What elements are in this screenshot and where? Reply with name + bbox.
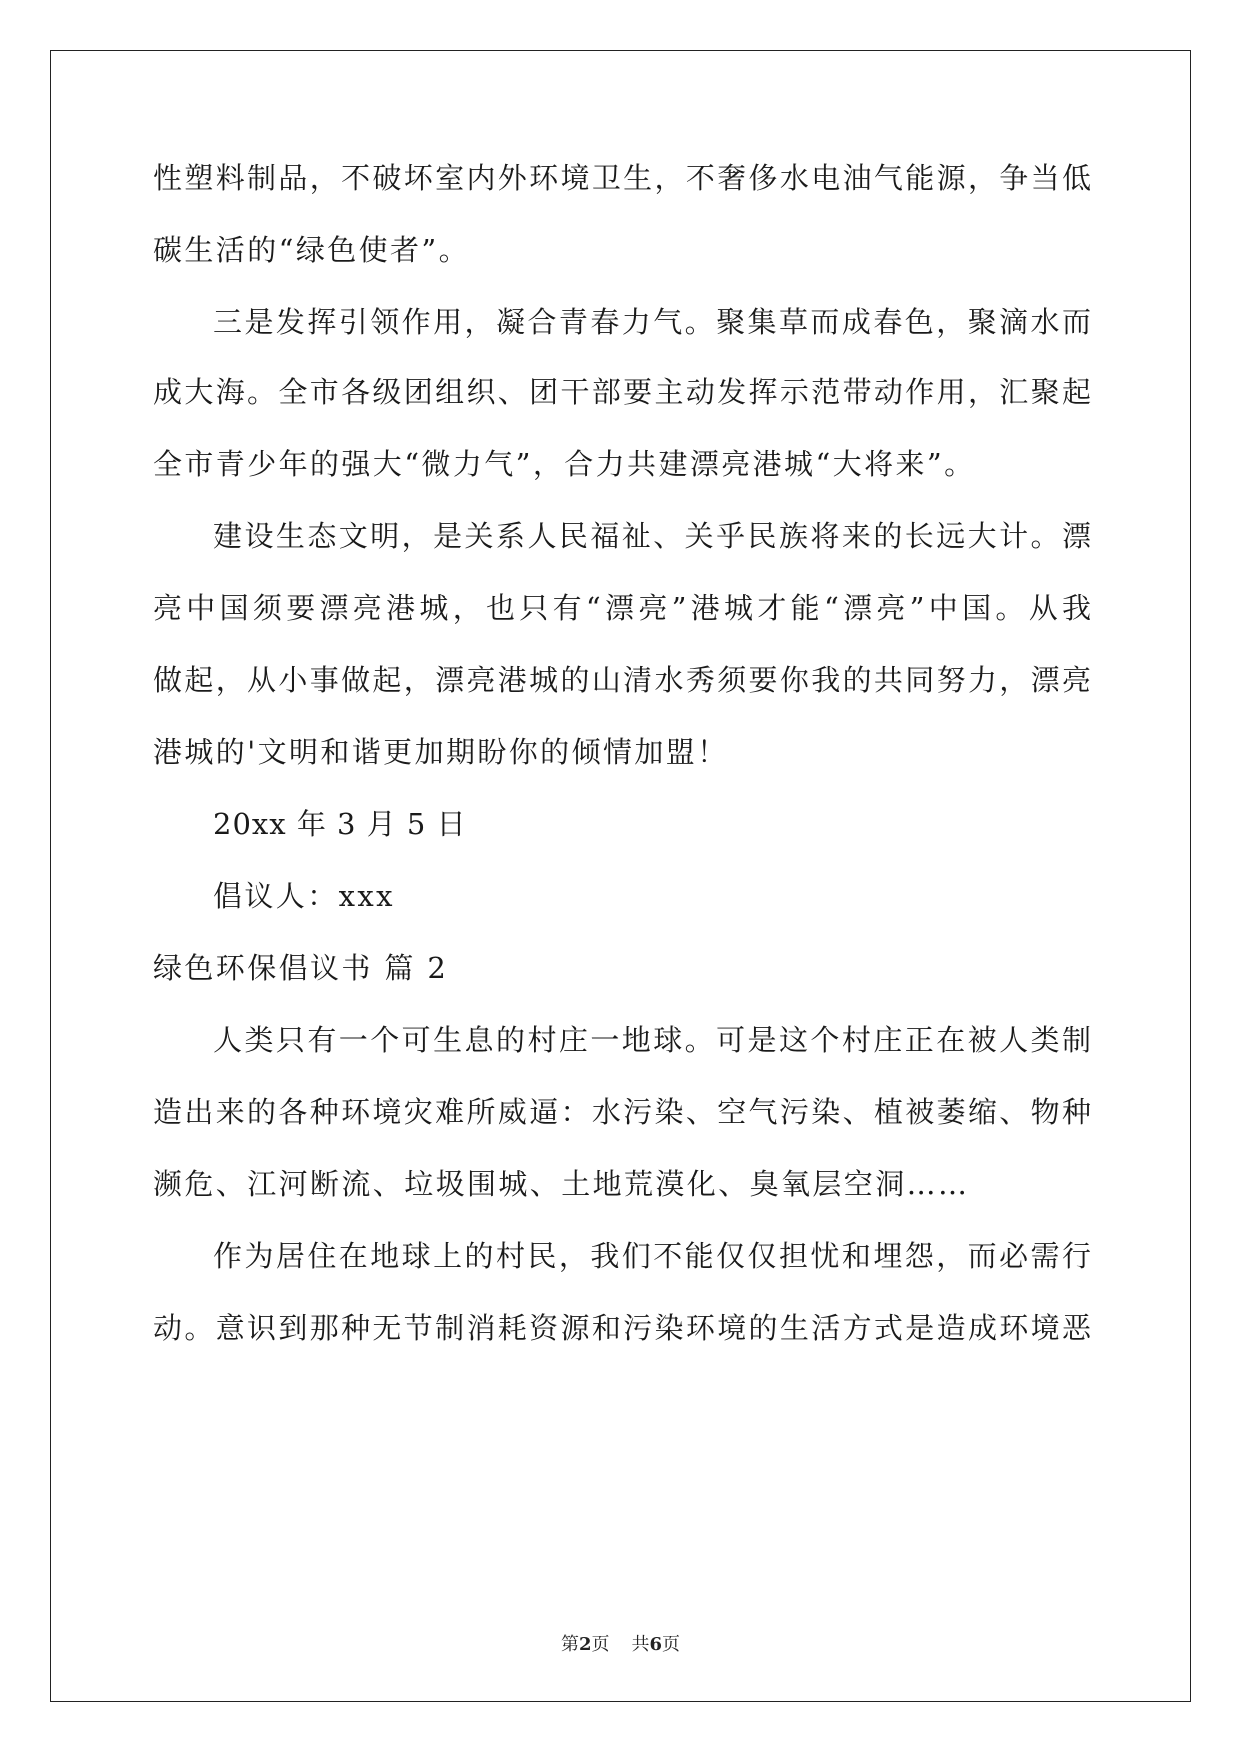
paragraph-start-line: 建设生态文明，是关系人民福祉、关乎民族将来的长远大计。漂 [213, 519, 1091, 553]
text-line: 碳生活的“绿色使者”。 [153, 233, 471, 267]
text-line: 濒危、江河断流、垃圾围城、土地荒漠化、臭氧层空洞…… [153, 1167, 970, 1201]
text-line: 做起，从小事做起，漂亮港城的山清水秀须要你我的共同努力，漂亮 [153, 663, 1091, 697]
page-footer [0, 1630, 1241, 1656]
text-line: 动。意识到那种无节制消耗资源和污染环境的生活方式是造成环境恶 [153, 1311, 1091, 1345]
paragraph-start-line: 人类只有一个可生息的村庄一地球。可是这个村庄正在被人类制 [213, 1023, 1091, 1057]
total-suffix: 页 [662, 1634, 681, 1655]
page-suffix: 页 [591, 1634, 610, 1655]
text-line: 性塑料制品，不破坏室内外环境卫生，不奢侈水电油气能源，争当低 [153, 161, 1091, 195]
page-prefix: 第 [560, 1634, 579, 1655]
text-line: 港城的'文明和谐更加期盼你的倾情加盟！ [153, 735, 729, 769]
text-line: 全市青少年的强大“微力气”，合力共建漂亮港城“大将来”。 [153, 447, 976, 481]
page-current: 2 [578, 1634, 592, 1655]
page-total: 6 [649, 1634, 663, 1655]
text-line: 亮中国须要漂亮港城，也只有“漂亮”港城才能“漂亮”中国。从我 [153, 591, 1091, 625]
total-prefix: 共 [631, 1634, 650, 1655]
paragraph-start-line: 作为居住在地球上的村民，我们不能仅仅担忧和埋怨，而必需行 [213, 1239, 1091, 1273]
date-line: 20xx 年 3 月 5 日 [213, 807, 467, 841]
text-line: 造出来的各种环境灾难所威逼：水污染、空气污染、植被萎缩、物种 [153, 1095, 1091, 1129]
section-heading: 绿色环保倡议书 篇 2 [153, 951, 449, 985]
text-line: 成大海。全市各级团组织、团干部要主动发挥示范带动作用，汇聚起 [153, 375, 1091, 409]
signer-line: 倡议人：xxx [213, 879, 395, 913]
page-frame [50, 50, 1191, 1702]
paragraph-start-line: 三是发挥引领作用，凝合青春力气。聚集草而成春色，聚滴水而 [213, 305, 1091, 339]
